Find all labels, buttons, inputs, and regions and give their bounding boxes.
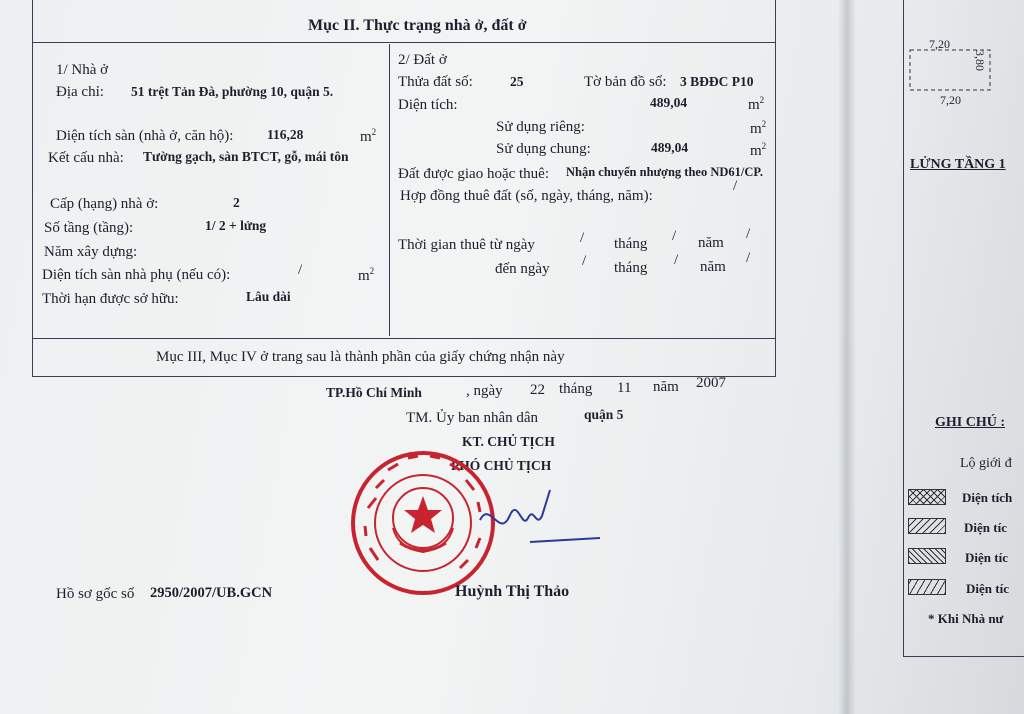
address-label: Địa chỉ: xyxy=(56,84,104,100)
unit-sup: 2 xyxy=(371,127,377,137)
date-year: 2007 xyxy=(696,375,726,391)
signer-name: Huỳnh Thị Thảo xyxy=(455,583,570,600)
to-year-slash: / xyxy=(746,250,751,266)
unit-sup: 2 xyxy=(761,119,767,129)
signature-scribble xyxy=(470,480,610,560)
lease-to-label: đến ngày xyxy=(495,261,550,277)
boundary-note: Lộ giới đ xyxy=(960,456,1012,471)
common-use-unit xyxy=(750,138,766,160)
house-heading: 1/ Nhà ở xyxy=(56,62,109,78)
committee-label: TM. Ủy ban nhân dân xyxy=(406,410,539,426)
to-day-slash: / xyxy=(582,253,587,269)
page-fold xyxy=(838,0,856,714)
legend-swatch-3 xyxy=(908,548,946,564)
unit-text: m xyxy=(358,268,370,284)
legend-label-2: Diện tíc xyxy=(964,520,1007,535)
unit-text: m xyxy=(748,97,760,113)
dim-side: 3,80 xyxy=(973,50,987,71)
from-month-label: tháng xyxy=(614,236,648,252)
lease-contract-value: / xyxy=(733,178,738,194)
structure-label: Kết cấu nhà: xyxy=(48,150,124,166)
unit-text: m xyxy=(750,143,762,159)
table-header-divider xyxy=(32,42,776,43)
section2-title: Mục II. Thực trạng nhà ở, đất ở xyxy=(308,17,527,34)
vice-chairman: PHÓ CHỦ TỊCH xyxy=(451,458,552,473)
legend-label-4: Diện tíc xyxy=(966,581,1009,596)
to-year-label: năm xyxy=(700,259,726,275)
map-value: 3 BĐĐC P10 xyxy=(680,74,754,89)
kt-chairman: KT. CHỦ TỊCH xyxy=(462,434,555,449)
from-month-slash: / xyxy=(672,228,677,244)
to-month-slash: / xyxy=(674,252,679,268)
table-footer-divider xyxy=(32,338,776,339)
floors-value: 1/ 2 + lửng xyxy=(205,218,267,233)
notes-title: GHI CHÚ : xyxy=(935,415,1005,430)
from-year-slash: / xyxy=(746,226,751,242)
date-month-label: tháng xyxy=(559,381,593,397)
land-area-label: Diện tích: xyxy=(398,97,458,113)
legend-swatch-1 xyxy=(908,489,946,505)
aux-area-unit xyxy=(358,263,374,285)
lease-contract-label: Hợp đồng thuê đất (số, ngày, tháng, năm): xyxy=(400,188,653,204)
address-value: 51 trệt Tản Đà, phường 10, quận 5. xyxy=(131,84,334,99)
parcel-label: Thửa đất số: xyxy=(398,74,473,90)
city: TP.Hồ Chí Minh xyxy=(326,385,422,400)
footnote: * Khi Nhà nư xyxy=(928,611,1004,626)
date-month: 11 xyxy=(617,380,632,396)
record-label: Hồ sơ gốc số xyxy=(56,586,135,602)
dim-top: 7,20 xyxy=(929,37,950,51)
legend-swatch-2 xyxy=(908,518,946,534)
unit-sup: 2 xyxy=(761,141,767,151)
structure-value: Tường gạch, sàn BTCT, gỗ, mái tôn xyxy=(143,149,349,164)
date-day: 22 xyxy=(530,382,545,398)
floor-area-value: 116,28 xyxy=(267,127,304,142)
aux-area-label: Diện tích sàn nhà phụ (nếu có): xyxy=(42,267,231,283)
common-use-value: 489,04 xyxy=(651,140,689,155)
from-day-slash: / xyxy=(580,230,585,246)
floor-area-label: Diện tích sàn (nhà ở, căn hộ): xyxy=(56,128,234,144)
floor-area-unit xyxy=(360,124,376,146)
aux-area-value: / xyxy=(298,262,303,278)
unit-text: m xyxy=(360,129,372,145)
private-use-unit xyxy=(750,116,766,138)
date-prefix: , ngày xyxy=(466,383,503,399)
common-use-label: Sử dụng chung: xyxy=(496,141,591,157)
floor-label: LỬNG TẦNG 1 xyxy=(910,157,1006,172)
allocation-label: Đất được giao hoặc thuê: xyxy=(398,166,550,182)
legend-swatch-4 xyxy=(908,579,946,595)
parcel-value: 25 xyxy=(510,74,524,89)
lease-from-label: Thời gian thuê từ ngày xyxy=(398,237,535,253)
table-column-divider xyxy=(389,44,390,336)
land-area-unit xyxy=(748,92,764,114)
grade-label: Cấp (hạng) nhà ở: xyxy=(50,196,159,212)
year-built-label: Năm xây dựng: xyxy=(44,244,138,260)
ownership-label: Thời hạn được sở hữu: xyxy=(42,291,179,307)
unit-text: m xyxy=(750,121,762,137)
allocation-value: Nhận chuyển nhượng theo ND61/CP. xyxy=(566,165,763,179)
legend-label-1: Diện tích xyxy=(962,490,1013,505)
legend-label-3: Diện tíc xyxy=(965,550,1008,565)
district-label: quận 5 xyxy=(584,407,624,422)
record-value: 2950/2007/UB.GCN xyxy=(150,585,273,601)
unit-sup: 2 xyxy=(759,95,765,105)
private-use-label: Sử dụng riêng: xyxy=(496,119,585,135)
ownership-value: Lâu dài xyxy=(246,289,291,304)
land-area-value: 489,04 xyxy=(650,95,688,110)
map-label: Tờ bản đồ số: xyxy=(584,74,667,90)
to-month-label: tháng xyxy=(614,260,648,276)
date-year-label: năm xyxy=(653,379,679,395)
footer-note: Mục III, Mục IV ở trang sau là thành phần của giấy chứng nhận này xyxy=(156,349,565,365)
from-year-label: năm xyxy=(698,235,724,251)
floors-label: Số tầng (tầng): xyxy=(44,220,134,236)
unit-sup: 2 xyxy=(369,266,375,276)
grade-value: 2 xyxy=(233,195,240,210)
dim-bottom: 7,20 xyxy=(940,93,961,107)
land-heading: 2/ Đất ở xyxy=(398,52,447,68)
